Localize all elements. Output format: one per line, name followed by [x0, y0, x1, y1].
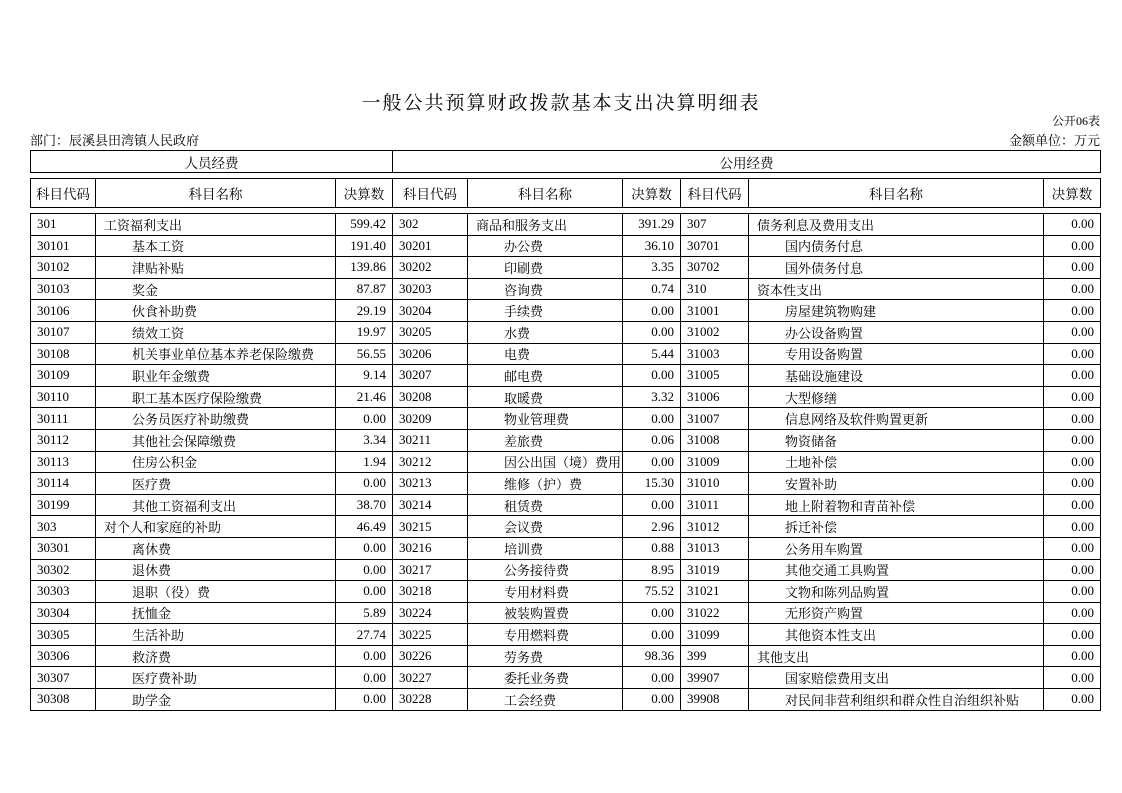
subject-code-cell: 30102 — [31, 257, 96, 279]
subject-name-cell: 邮电费 — [468, 365, 623, 387]
amount-cell: 5.44 — [623, 343, 681, 365]
subject-name-cell: 医疗费 — [96, 473, 336, 495]
subject-name-cell: 土地补偿 — [749, 451, 1044, 473]
subject-code-cell: 39907 — [681, 667, 749, 689]
subject-name-cell: 其他交通工具购置 — [749, 559, 1044, 581]
subject-name-cell: 被装购置费 — [468, 602, 623, 624]
amount-cell: 0.88 — [623, 537, 681, 559]
amount-cell: 0.00 — [623, 602, 681, 624]
amount-cell: 27.74 — [336, 624, 393, 646]
subject-name-cell: 差旅费 — [468, 429, 623, 451]
table-row — [31, 602, 1101, 624]
subject-code-cell: 31007 — [681, 408, 749, 430]
subject-name-cell: 基础设施建设 — [749, 365, 1044, 387]
amount-cell: 0.00 — [1044, 602, 1101, 624]
amount-cell: 139.86 — [336, 257, 393, 279]
subject-code-cell: 30307 — [31, 667, 96, 689]
subject-name-cell: 救济费 — [96, 645, 336, 667]
subject-code-cell: 30114 — [31, 473, 96, 495]
amount-cell: 0.00 — [623, 689, 681, 711]
budget-body-table — [30, 213, 1101, 711]
subject-name-cell: 退休费 — [96, 559, 336, 581]
amount-cell: 46.49 — [336, 516, 393, 538]
amount-cell: 0.06 — [623, 429, 681, 451]
subject-code-cell: 39908 — [681, 689, 749, 711]
subject-name-cell: 助学金 — [96, 689, 336, 711]
table-row — [31, 537, 1101, 559]
subject-code-cell: 301 — [31, 214, 96, 236]
subject-code-cell: 31022 — [681, 602, 749, 624]
subject-code-cell: 30216 — [393, 537, 468, 559]
amount-cell: 0.00 — [623, 624, 681, 646]
amount-cell: 0.00 — [1044, 689, 1101, 711]
amount-cell: 87.87 — [336, 278, 393, 300]
table-row — [31, 473, 1101, 495]
header-subject-code: 科目代码 — [393, 179, 468, 208]
subject-name-cell: 商品和服务支出 — [468, 214, 623, 236]
amount-cell: 15.30 — [623, 473, 681, 495]
amount-cell: 21.46 — [336, 386, 393, 408]
table-row — [31, 451, 1101, 473]
subject-code-cell: 302 — [393, 214, 468, 236]
subject-name-cell: 大型修缮 — [749, 386, 1044, 408]
meta-row — [30, 130, 1100, 149]
subject-code-cell: 30213 — [393, 473, 468, 495]
subject-code-cell: 31099 — [681, 624, 749, 646]
amount-cell: 38.70 — [336, 494, 393, 516]
amount-cell: 0.00 — [1044, 645, 1101, 667]
subject-code-cell: 31021 — [681, 581, 749, 603]
table-row — [31, 689, 1101, 711]
amount-cell: 8.95 — [623, 559, 681, 581]
subject-name-cell: 专用设备购置 — [749, 343, 1044, 365]
subject-code-cell: 30103 — [31, 278, 96, 300]
subject-name-cell: 物业管理费 — [468, 408, 623, 430]
subject-code-cell: 30303 — [31, 581, 96, 603]
subject-name-cell: 机关事业单位基本养老保险缴费 — [96, 343, 336, 365]
header-subject-name: 科目名称 — [468, 179, 623, 208]
amount-cell: 0.00 — [1044, 257, 1101, 279]
subject-code-cell: 30211 — [393, 429, 468, 451]
subject-name-cell: 对民间非营利组织和群众性自治组织补贴 — [749, 689, 1044, 711]
subject-code-cell: 30101 — [31, 235, 96, 257]
subject-name-cell: 国外债务付息 — [749, 257, 1044, 279]
amount-cell: 0.00 — [1044, 559, 1101, 581]
amount-cell: 0.00 — [336, 689, 393, 711]
subject-code-cell: 30109 — [31, 365, 96, 387]
subject-name-cell: 奖金 — [96, 278, 336, 300]
subject-code-cell: 31011 — [681, 494, 749, 516]
subject-name-cell: 印刷费 — [468, 257, 623, 279]
subject-code-cell: 30226 — [393, 645, 468, 667]
amount-cell: 9.14 — [336, 365, 393, 387]
subject-name-cell: 公务用车购置 — [749, 537, 1044, 559]
subject-code-cell: 30218 — [393, 581, 468, 603]
amount-cell: 599.42 — [336, 214, 393, 236]
amount-cell: 75.52 — [623, 581, 681, 603]
amount-cell: 0.00 — [1044, 321, 1101, 343]
table-row — [31, 559, 1101, 581]
subject-name-cell: 资本性支出 — [749, 278, 1044, 300]
subject-name-cell: 无形资产购置 — [749, 602, 1044, 624]
subject-name-cell: 抚恤金 — [96, 602, 336, 624]
subject-name-cell: 职业年金缴费 — [96, 365, 336, 387]
subject-name-cell: 专用燃料费 — [468, 624, 623, 646]
table-row — [31, 278, 1101, 300]
table-row — [31, 386, 1101, 408]
header-final-amount: 决算数 — [623, 179, 681, 208]
subject-name-cell: 医疗费补助 — [96, 667, 336, 689]
subject-code-cell: 30112 — [31, 429, 96, 451]
subject-code-cell: 30203 — [393, 278, 468, 300]
subject-code-cell: 30228 — [393, 689, 468, 711]
amount-cell: 0.00 — [623, 408, 681, 430]
amount-cell: 29.19 — [336, 300, 393, 322]
subject-code-cell: 310 — [681, 278, 749, 300]
amount-cell: 3.34 — [336, 429, 393, 451]
amount-cell: 0.00 — [1044, 451, 1101, 473]
subject-code-cell: 30224 — [393, 602, 468, 624]
subject-code-cell: 30214 — [393, 494, 468, 516]
amount-cell: 98.36 — [623, 645, 681, 667]
subject-name-cell: 电费 — [468, 343, 623, 365]
subject-code-cell: 30227 — [393, 667, 468, 689]
subject-name-cell: 手续费 — [468, 300, 623, 322]
amount-cell: 0.00 — [623, 321, 681, 343]
amount-cell: 0.00 — [1044, 386, 1101, 408]
subject-code-cell: 30110 — [31, 386, 96, 408]
table-row — [31, 494, 1101, 516]
header-subject-name: 科目名称 — [749, 179, 1044, 208]
amount-cell: 0.00 — [623, 667, 681, 689]
header-final-amount: 决算数 — [336, 179, 393, 208]
subject-code-cell: 31001 — [681, 300, 749, 322]
amount-cell: 5.89 — [336, 602, 393, 624]
table-row — [31, 214, 1101, 236]
subject-code-cell: 30215 — [393, 516, 468, 538]
amount-cell: 0.00 — [623, 494, 681, 516]
table-row — [31, 624, 1101, 646]
subject-name-cell: 伙食补助费 — [96, 300, 336, 322]
subject-code-cell: 303 — [31, 516, 96, 538]
subject-code-cell: 30111 — [31, 408, 96, 430]
subject-name-cell: 工会经费 — [468, 689, 623, 711]
amount-cell: 0.00 — [1044, 624, 1101, 646]
subject-name-cell: 职工基本医疗保险缴费 — [96, 386, 336, 408]
amount-cell: 0.00 — [1044, 537, 1101, 559]
subject-name-cell: 公务员医疗补助缴费 — [96, 408, 336, 430]
department-label: 部门：辰溪县田湾镇人民政府 — [30, 133, 200, 148]
amount-cell: 391.29 — [623, 214, 681, 236]
amount-cell: 0.00 — [1044, 343, 1101, 365]
subject-code-cell: 30113 — [31, 451, 96, 473]
amount-cell: 0.00 — [336, 581, 393, 603]
subject-name-cell: 文物和陈列品购置 — [749, 581, 1044, 603]
subject-name-cell: 绩效工资 — [96, 321, 336, 343]
amount-cell: 3.35 — [623, 257, 681, 279]
subject-code-cell: 30207 — [393, 365, 468, 387]
budget-body-rows — [31, 214, 1101, 711]
subject-name-cell: 基本工资 — [96, 235, 336, 257]
subject-code-cell: 31010 — [681, 473, 749, 495]
subject-code-cell: 30302 — [31, 559, 96, 581]
subject-name-cell: 国家赔偿费用支出 — [749, 667, 1044, 689]
subject-name-cell: 咨询费 — [468, 278, 623, 300]
amount-cell: 0.00 — [1044, 235, 1101, 257]
amount-cell: 0.00 — [336, 559, 393, 581]
subject-code-cell: 30202 — [393, 257, 468, 279]
subject-code-cell: 31008 — [681, 429, 749, 451]
amount-cell: 0.00 — [336, 408, 393, 430]
amount-cell: 191.40 — [336, 235, 393, 257]
subject-name-cell: 培训费 — [468, 537, 623, 559]
subject-name-cell: 其他支出 — [749, 645, 1044, 667]
subject-code-cell: 31003 — [681, 343, 749, 365]
subject-name-cell: 工资福利支出 — [96, 214, 336, 236]
subject-code-cell: 31006 — [681, 386, 749, 408]
subject-code-cell: 30305 — [31, 624, 96, 646]
subject-code-cell: 30308 — [31, 689, 96, 711]
subject-code-cell: 30199 — [31, 494, 96, 516]
amount-cell: 0.00 — [1044, 667, 1101, 689]
section-personnel-funds: 人员经费 — [31, 151, 393, 173]
subject-code-cell: 31009 — [681, 451, 749, 473]
subject-code-cell: 30205 — [393, 321, 468, 343]
table-row — [31, 321, 1101, 343]
table-row — [31, 343, 1101, 365]
amount-cell: 0.00 — [1044, 365, 1101, 387]
table-row — [31, 365, 1101, 387]
amount-cell: 0.74 — [623, 278, 681, 300]
subject-name-cell: 维修（护）费 — [468, 473, 623, 495]
subject-code-cell: 30701 — [681, 235, 749, 257]
amount-cell: 0.00 — [1044, 516, 1101, 538]
subject-name-cell: 因公出国（境）费用 — [468, 451, 623, 473]
amount-cell: 0.00 — [1044, 581, 1101, 603]
column-header-table — [30, 178, 1101, 208]
subject-name-cell: 房屋建筑物购建 — [749, 300, 1044, 322]
subject-name-cell: 办公设备购置 — [749, 321, 1044, 343]
subject-code-cell: 30217 — [393, 559, 468, 581]
subject-code-cell: 30209 — [393, 408, 468, 430]
section-public-funds: 公用经费 — [393, 151, 1101, 173]
amount-cell: 3.32 — [623, 386, 681, 408]
table-row — [31, 645, 1101, 667]
amount-cell: 56.55 — [336, 343, 393, 365]
subject-name-cell: 对个人和家庭的补助 — [96, 516, 336, 538]
subject-name-cell: 信息网络及软件购置更新 — [749, 408, 1044, 430]
table-row — [31, 300, 1101, 322]
amount-cell: 0.00 — [1044, 429, 1101, 451]
amount-cell: 0.00 — [1044, 408, 1101, 430]
subject-name-cell: 委托业务费 — [468, 667, 623, 689]
subject-name-cell: 租赁费 — [468, 494, 623, 516]
subject-name-cell: 地上附着物和青苗补偿 — [749, 494, 1044, 516]
subject-name-cell: 债务利息及费用支出 — [749, 214, 1044, 236]
table-row — [31, 581, 1101, 603]
subject-code-cell: 30204 — [393, 300, 468, 322]
subject-name-cell: 住房公积金 — [96, 451, 336, 473]
amount-cell: 0.00 — [1044, 473, 1101, 495]
subject-code-cell: 30225 — [393, 624, 468, 646]
subject-name-cell: 专用材料费 — [468, 581, 623, 603]
amount-cell: 0.00 — [1044, 300, 1101, 322]
page-title: 一般公共预算财政拨款基本支出决算明细表 — [361, 93, 761, 114]
subject-name-cell: 其他工资福利支出 — [96, 494, 336, 516]
subject-code-cell: 31012 — [681, 516, 749, 538]
table-row — [31, 408, 1101, 430]
subject-code-cell: 30301 — [31, 537, 96, 559]
table-code-label: 公开06表 — [1051, 114, 1100, 128]
subject-name-cell: 公务接待费 — [468, 559, 623, 581]
subject-code-cell: 307 — [681, 214, 749, 236]
subject-code-cell: 31019 — [681, 559, 749, 581]
subject-code-cell: 30106 — [31, 300, 96, 322]
subject-name-cell: 离休费 — [96, 537, 336, 559]
subject-name-cell: 津贴补贴 — [96, 257, 336, 279]
subject-code-cell: 399 — [681, 645, 749, 667]
subject-code-cell: 30212 — [393, 451, 468, 473]
table-row — [31, 235, 1101, 257]
header-subject-name: 科目名称 — [96, 179, 336, 208]
subject-name-cell: 物资储备 — [749, 429, 1044, 451]
amount-cell: 0.00 — [623, 300, 681, 322]
subject-name-cell: 会议费 — [468, 516, 623, 538]
amount-cell: 0.00 — [623, 365, 681, 387]
amount-cell: 19.97 — [336, 321, 393, 343]
subject-code-cell: 30306 — [31, 645, 96, 667]
subject-name-cell: 办公费 — [468, 235, 623, 257]
header-subject-code: 科目代码 — [681, 179, 749, 208]
table-row — [31, 257, 1101, 279]
table-row — [31, 429, 1101, 451]
amount-cell: 2.96 — [623, 516, 681, 538]
amount-cell: 36.10 — [623, 235, 681, 257]
subject-name-cell: 其他社会保障缴费 — [96, 429, 336, 451]
header-subject-code: 科目代码 — [31, 179, 96, 208]
amount-cell: 0.00 — [336, 667, 393, 689]
table-row — [31, 667, 1101, 689]
amount-cell: 0.00 — [1044, 494, 1101, 516]
subject-name-cell: 国内债务付息 — [749, 235, 1044, 257]
amount-cell: 0.00 — [1044, 214, 1101, 236]
header-final-amount: 决算数 — [1044, 179, 1101, 208]
subject-name-cell: 拆迁补偿 — [749, 516, 1044, 538]
table-row — [31, 516, 1101, 538]
unit-label: 金额单位：万元 — [1008, 133, 1100, 148]
subject-name-cell: 安置补助 — [749, 473, 1044, 495]
amount-cell: 0.00 — [336, 645, 393, 667]
amount-cell: 0.00 — [623, 451, 681, 473]
subject-code-cell: 30108 — [31, 343, 96, 365]
subject-code-cell: 30304 — [31, 602, 96, 624]
subject-code-cell: 31002 — [681, 321, 749, 343]
amount-cell: 0.00 — [1044, 278, 1101, 300]
amount-cell: 0.00 — [336, 473, 393, 495]
subject-name-cell: 生活补助 — [96, 624, 336, 646]
subject-name-cell: 其他资本性支出 — [749, 624, 1044, 646]
subject-name-cell: 退职（役）费 — [96, 581, 336, 603]
amount-cell: 1.94 — [336, 451, 393, 473]
subject-code-cell: 30201 — [393, 235, 468, 257]
subject-name-cell: 劳务费 — [468, 645, 623, 667]
subject-code-cell: 30702 — [681, 257, 749, 279]
subject-code-cell: 30107 — [31, 321, 96, 343]
subject-name-cell: 水费 — [468, 321, 623, 343]
subject-name-cell: 取暖费 — [468, 386, 623, 408]
section-header-table — [30, 150, 1101, 173]
subject-code-cell: 30206 — [393, 343, 468, 365]
subject-code-cell: 31013 — [681, 537, 749, 559]
subject-code-cell: 30208 — [393, 386, 468, 408]
subject-code-cell: 31005 — [681, 365, 749, 387]
amount-cell: 0.00 — [336, 537, 393, 559]
